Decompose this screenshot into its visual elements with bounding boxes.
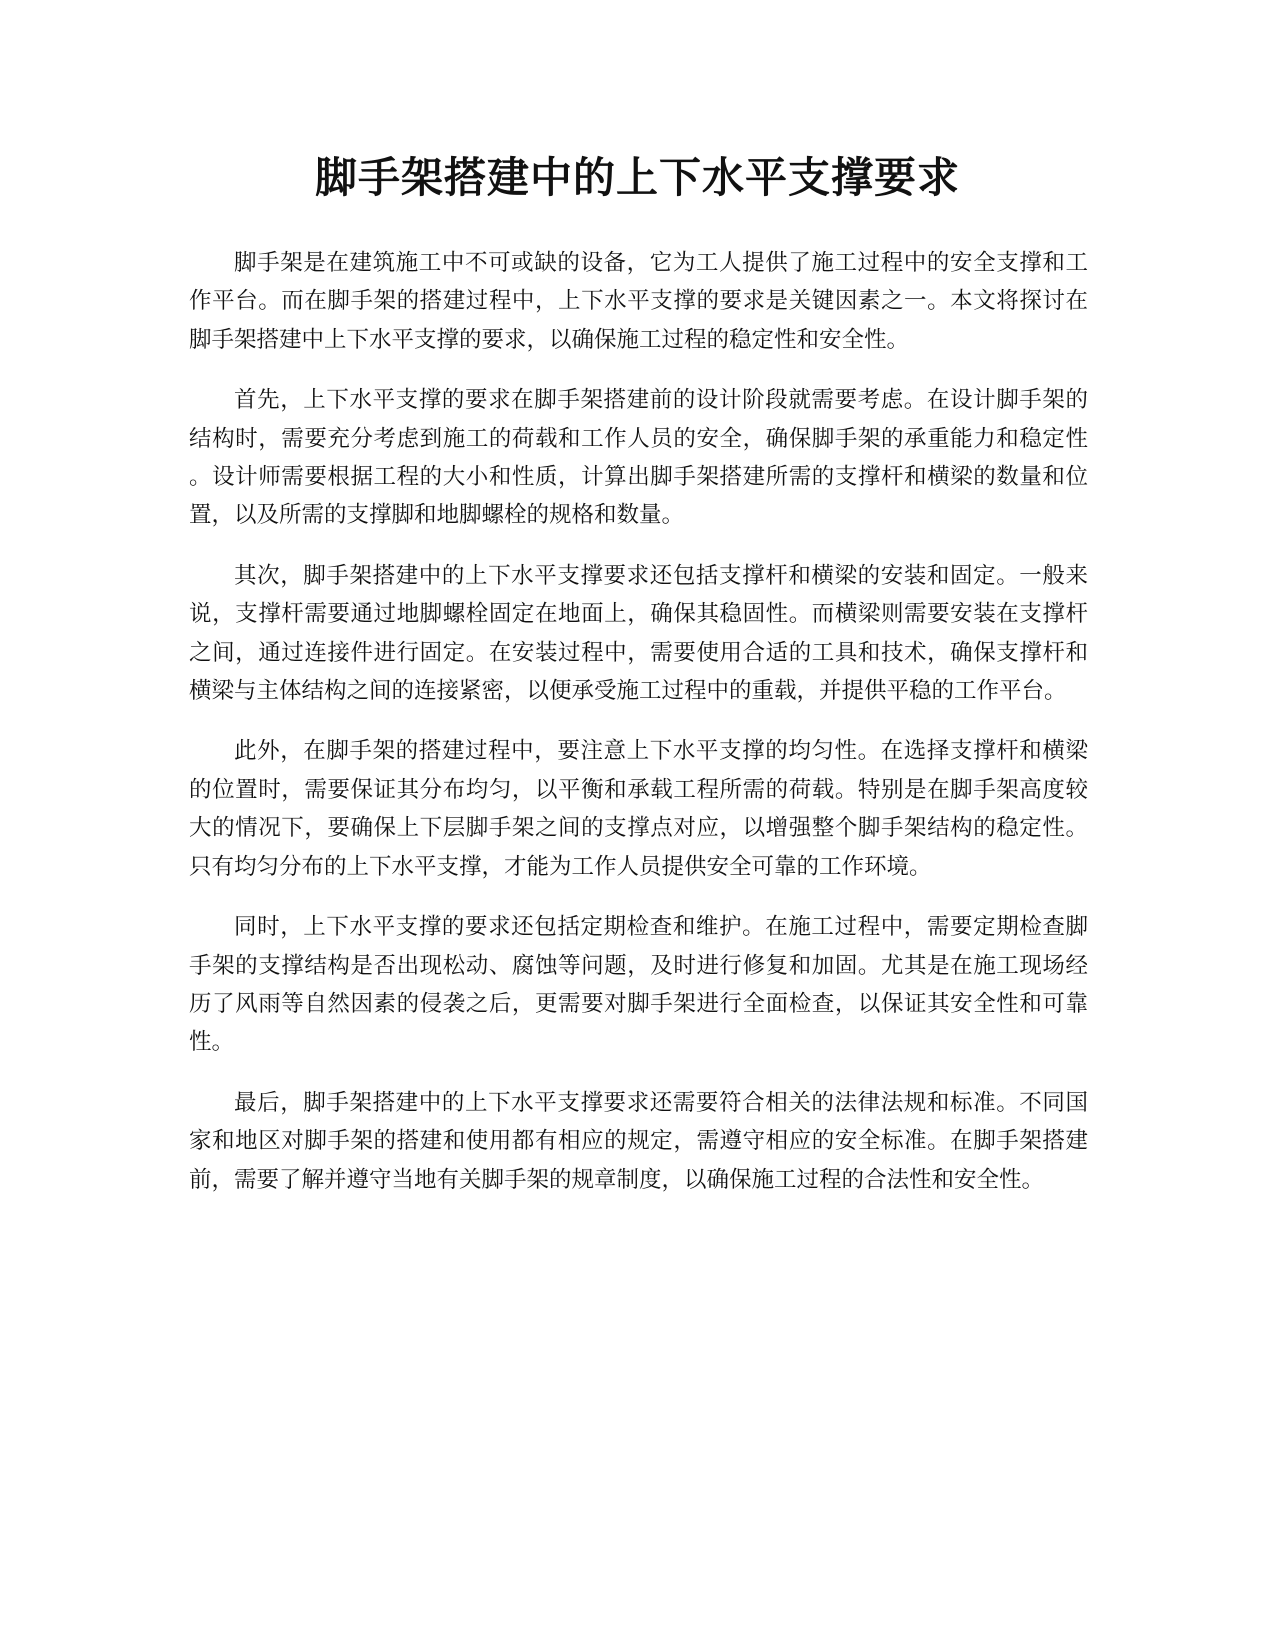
document-title: 脚手架搭建中的上下水平支撑要求 — [314, 153, 960, 202]
document-body — [189, 244, 1088, 1221]
paragraph-uniformity: 此外，在脚手架的搭建过程中，要注意上下水平支撑的均匀性。在选择支撑杆和横梁的位置时，需要保证其分布均匀，以平衡和承载工程所需的荷载。特别是在脚手架高度较大的情况下，要确保上下层脚手架之间的支撑点对应，以增强整个脚手架结构的稳定性。只有均匀分布的上下水平支撑，才能为工作人员提供安全可靠的工作环境。 — [189, 738, 1088, 880]
paragraph-design: 首先，上下水平支撑的要求在脚手架搭建前的设计阶段就需要考虑。在设计脚手架的结构时，需要充分考虑到施工的荷载和工作人员的安全，确保脚手架的承重能力和稳定性。设计师需要根据工程的大小和性质，计算出脚手架搭建所需的支撑杆和横梁的数量和位置，以及所需的支撑脚和地脚螺栓的规格和数量。 — [189, 387, 1088, 529]
paragraph-regulations: 最后，脚手架搭建中的上下水平支撑要求还需要符合相关的法律法规和标准。不同国家和地区对脚手架的搭建和使用都有相应的规定，需遵守相应的安全标准。在脚手架搭建前，需要了解并遵守当地有关脚手架的规章制度，以确保施工过程的合法性和安全性。 — [189, 1089, 1088, 1193]
paragraph-inspection: 同时，上下水平支撑的要求还包括定期检查和维护。在施工过程中，需要定期检查脚手架的支撑结构是否出现松动、腐蚀等问题，及时进行修复和加固。尤其是在施工现场经历了风雨等自然因素的侵袭之后，更需要对脚手架进行全面检查，以保证其安全性和可靠性。 — [189, 914, 1088, 1056]
paragraph-installation: 其次，脚手架搭建中的上下水平支撑要求还包括支撑杆和横梁的安装和固定。一般来说，支撑杆需要通过地脚螺栓固定在地面上，确保其稳固性。而横梁则需要安装在支撑杆之间，通过连接件进行固定。在安装过程中，需要使用合适的工具和技术，确保支撑杆和横梁与主体结构之间的连接紧密，以便承受施工过程中的重载，并提供平稳的工作平台。 — [189, 562, 1088, 705]
paragraph-intro: 脚手架是在建筑施工中不可或缺的设备，它为工人提供了施工过程中的安全支撑和工作平台。而在脚手架的搭建过程中，上下水平支撑的要求是关键因素之一。本文将探讨在脚手架搭建中上下水平支撑的要求，以确保施工过程的稳定性和安全性。 — [189, 250, 1088, 353]
